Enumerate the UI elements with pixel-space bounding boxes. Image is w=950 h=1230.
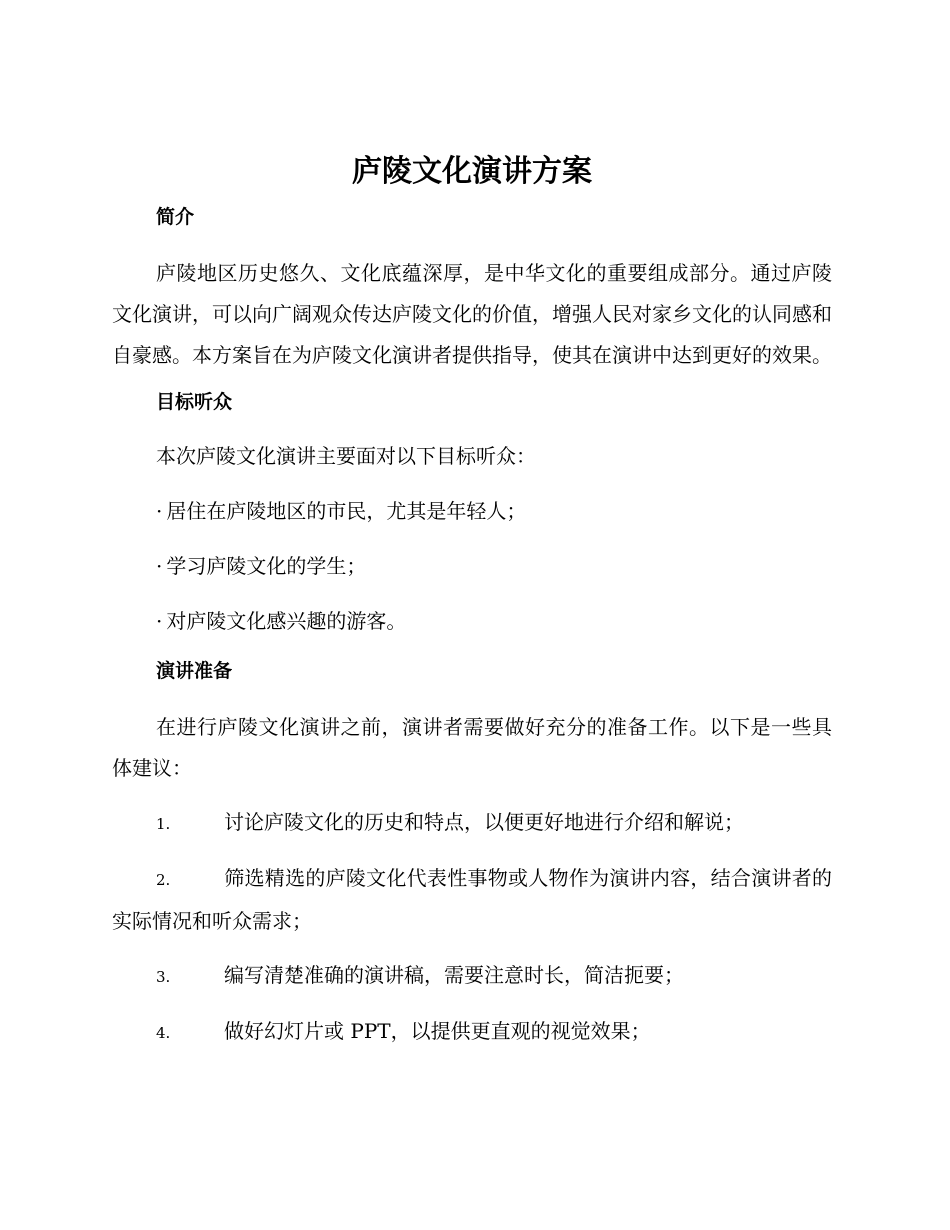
numbered-item (112, 802, 832, 845)
numbered-item-text: 编写清楚准确的演讲稿，需要注意时长，简洁扼要； (224, 963, 684, 987)
section-heading-intro: 简介 (156, 206, 195, 228)
item-number: 1. (156, 815, 171, 833)
list-item (112, 601, 832, 642)
document-body (112, 148, 832, 1054)
bullet-marker: · (156, 609, 163, 633)
numbered-item-text: 讨论庐陵文化的历史和特点，以便更好地进行介绍和解说； (224, 810, 744, 834)
document-title: 庐陵文化演讲方案 (352, 154, 592, 189)
numbered-item (112, 955, 832, 998)
section-heading-audience: 目标听众 (156, 391, 233, 413)
bullet-marker: · (156, 499, 163, 523)
audience-paragraph: 本次庐陵文化演讲主要面对以下目标听众： (156, 444, 536, 468)
preparation-paragraph: 在进行庐陵文化演讲之前，演讲者需要做好充分的准备工作。以下是一些具体建议： (112, 715, 832, 780)
item-number: 3. (156, 968, 171, 986)
item-number: 2. (156, 871, 171, 889)
numbered-item (112, 858, 832, 942)
section-audience (112, 387, 832, 642)
bullet-marker: · (156, 554, 163, 578)
numbered-item-text: 筛选精选的庐陵文化代表性事物或人物作为演讲内容，结合演讲者的实际情况和听众需求； (112, 866, 832, 933)
intro-paragraph: 庐陵地区历史悠久、文化底蕴深厚，是中华文化的重要组成部分。通过庐陵文化演讲，可以向广阔观众传达庐陵文化的价值，增强人民对家乡文化的认同感和自豪感。本方案旨在为庐陵文化演讲者提供指导，使其在演讲中达到更好的效果。 (112, 261, 832, 367)
list-item (112, 546, 832, 587)
section-intro (112, 202, 832, 376)
list-item-text: 对庐陵文化感兴趣的游客。 (166, 609, 407, 633)
numbered-item (112, 1011, 832, 1054)
list-item-text: 学习庐陵文化的学生； (166, 554, 367, 578)
list-item (112, 491, 832, 532)
section-heading-preparation: 演讲准备 (156, 660, 233, 682)
list-item-text: 居住在庐陵地区的市民，尤其是年轻人； (166, 499, 527, 523)
section-preparation (112, 656, 832, 1054)
numbered-item-text: 做好幻灯片或 PPT，以提供更直观的视觉效果； (224, 1019, 651, 1043)
item-number: 4. (156, 1024, 171, 1042)
